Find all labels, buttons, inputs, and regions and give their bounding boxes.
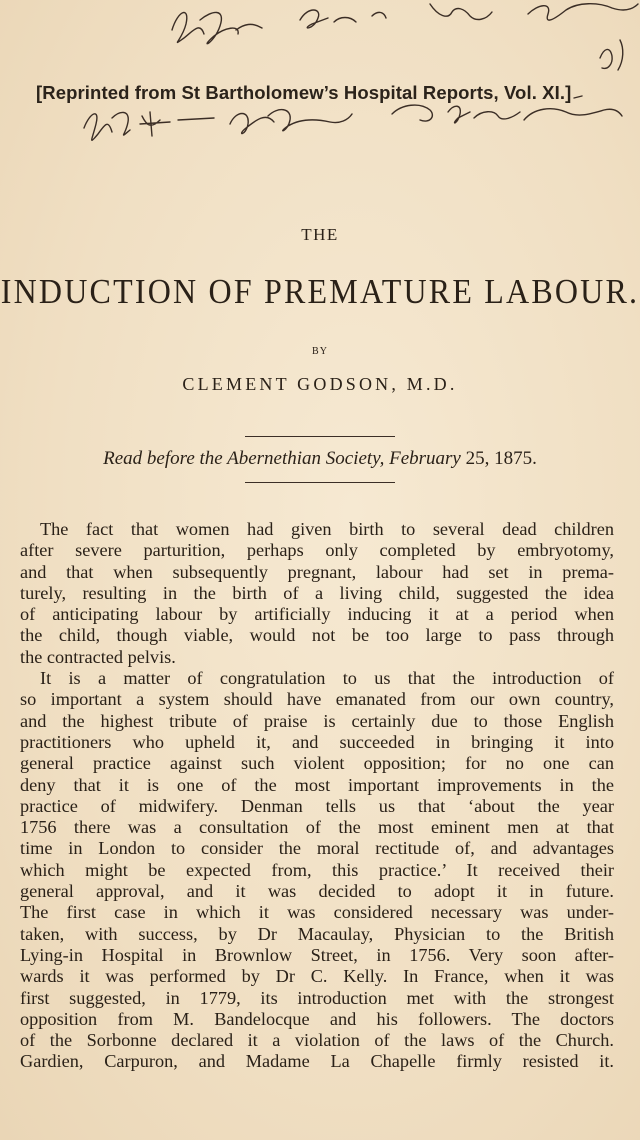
text-line: general practice against such violent opposition; for no one can [20, 753, 614, 774]
page-title: INDUCTION OF PREMATURE LABOUR. [0, 271, 640, 311]
divider-bottom [245, 482, 395, 483]
read-before-prefix: Read before the Abernethian Society, February [103, 448, 461, 469]
by-label: BY [312, 346, 328, 357]
text-line: first suggested, in 1779, its introduction met with the strongest [20, 987, 614, 1008]
text-line: general approval, and it was decided to adopt it in future. [20, 881, 614, 902]
text-line: time in London to consider the moral rectitude of, and advantages [20, 838, 614, 859]
text-line: wards it was performed by Dr C. Kelly. In France, when it was [20, 966, 614, 987]
author-name: CLEMENT GODSON, M.D. [182, 374, 458, 394]
paragraph [20, 519, 614, 668]
text-line: The fact that women had given birth to several dead children [40, 519, 614, 539]
text-line: taken, with success, by Dr Macaulay, Physician to the British [20, 923, 614, 944]
text-line: The first case in which it was considered necessary was under- [20, 902, 614, 923]
text-line: of the Sorbonne declared it a violation of the laws of the Church. [20, 1030, 614, 1051]
paragraph [20, 668, 614, 1073]
text-line: the child, though viable, would not be too large to pass through [20, 625, 614, 646]
text-line: so important a system should have emanated from our own country, [20, 689, 614, 710]
text-line: practitioners who upheld it, and succeeded in bringing it into [20, 731, 614, 752]
text-line: which might be expected from, this practice.’ It received their [20, 859, 614, 880]
read-before-note [0, 448, 640, 470]
text-line: and that when subsequently pregnant, labour had set in prema- [20, 561, 614, 582]
title-article: THE [301, 225, 339, 244]
text-line: of anticipating labour by artificially inducing it at a period when [20, 604, 614, 625]
handwritten-inscription-icon [0, 0, 640, 150]
read-before-date: 25, 1875. [465, 448, 537, 469]
article-body [20, 519, 614, 1073]
text-line: Gardien, Carpuron, and Madame La Chapelle firmly resisted it. [20, 1051, 614, 1072]
text-line: deny that it is one of the most important improvements in the [20, 774, 614, 795]
text-line: practice of midwifery. Denman tells us that ‘about the year [20, 795, 614, 816]
text-line: opposition from M. Bandelocque and his followers. The doctors [20, 1008, 614, 1029]
reprint-note: [Reprinted from St Bartholomew’s Hospital Reports, Vol. XI.] [36, 82, 572, 103]
text-line: after severe parturition, perhaps only completed by embryotomy, [20, 540, 614, 561]
text-line: Lying-in Hospital in Brownlow Street, in 1756. Very soon after- [20, 944, 614, 965]
text-line: the contracted pelvis. [20, 646, 176, 667]
divider-top [245, 436, 395, 437]
text-line: 1756 there was a consultation of the most eminent men at that [20, 817, 614, 838]
text-line: turely, resulting in the birth of a living child, suggested the idea [20, 582, 614, 603]
text-line: and the highest tribute of praise is certainly due to those English [20, 710, 614, 731]
text-line: It is a matter of congratulation to us that the introduction of [40, 668, 614, 689]
